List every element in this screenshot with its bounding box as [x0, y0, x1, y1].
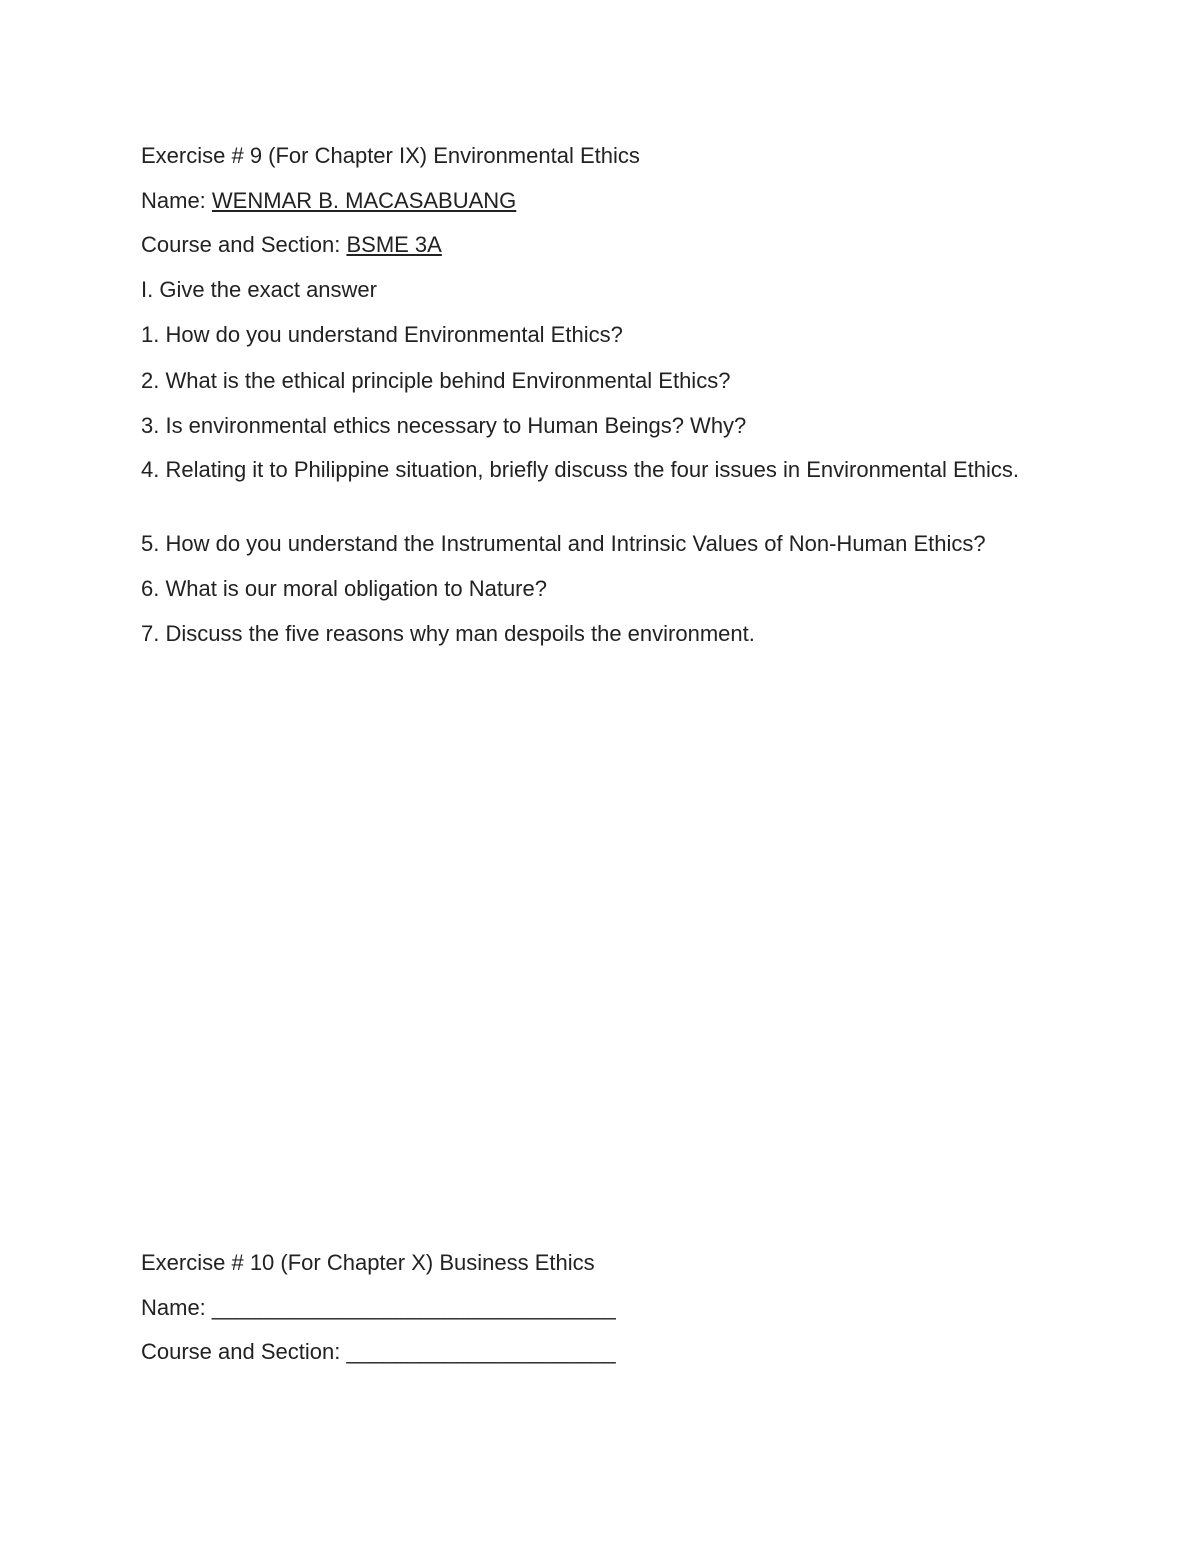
question-3: 3. Is environmental ethics necessary to Human Beings? Why? [141, 413, 747, 438]
question-4: 4. Relating it to Philippine situation, briefly discuss the four issues in Environmental Ethics. [141, 457, 1019, 482]
instruction: I. Give the exact answer [141, 277, 377, 302]
name-label: Name: [141, 188, 212, 213]
question-7: 7. Discuss the five reasons why man despoils the environment. [141, 621, 755, 646]
question-2: 2. What is the ethical principle behind Environmental Ethics? [141, 368, 731, 393]
name-blank: _________________________________ [211, 1295, 616, 1320]
exercise-10-course-line [141, 1337, 1057, 1366]
exercise-9-name-line [141, 186, 1057, 215]
name-label: Name: [141, 1295, 212, 1320]
question-5: 5. How do you understand the Instrumental and Intrinsic Values of Non-Human Ethics? [141, 531, 986, 556]
name-value: WENMAR B. MACASABUANG [211, 188, 517, 213]
question-1: 1. How do you understand Environmental Ethics? [141, 322, 623, 347]
course-blank: ______________________ [346, 1339, 616, 1364]
course-label: Course and Section: [141, 1339, 347, 1364]
course-value: BSME 3A [346, 232, 442, 257]
exercise-9-title: Exercise # 9 (For Chapter IX) Environmental Ethics [141, 143, 640, 168]
exercise-10-name-line [141, 1293, 1057, 1322]
question-6: 6. What is our moral obligation to Nature? [141, 576, 547, 601]
exercise-10-title: Exercise # 10 (For Chapter X) Business Ethics [141, 1250, 595, 1275]
exercise-9-course-line [141, 230, 1057, 259]
course-label: Course and Section: [141, 232, 347, 257]
